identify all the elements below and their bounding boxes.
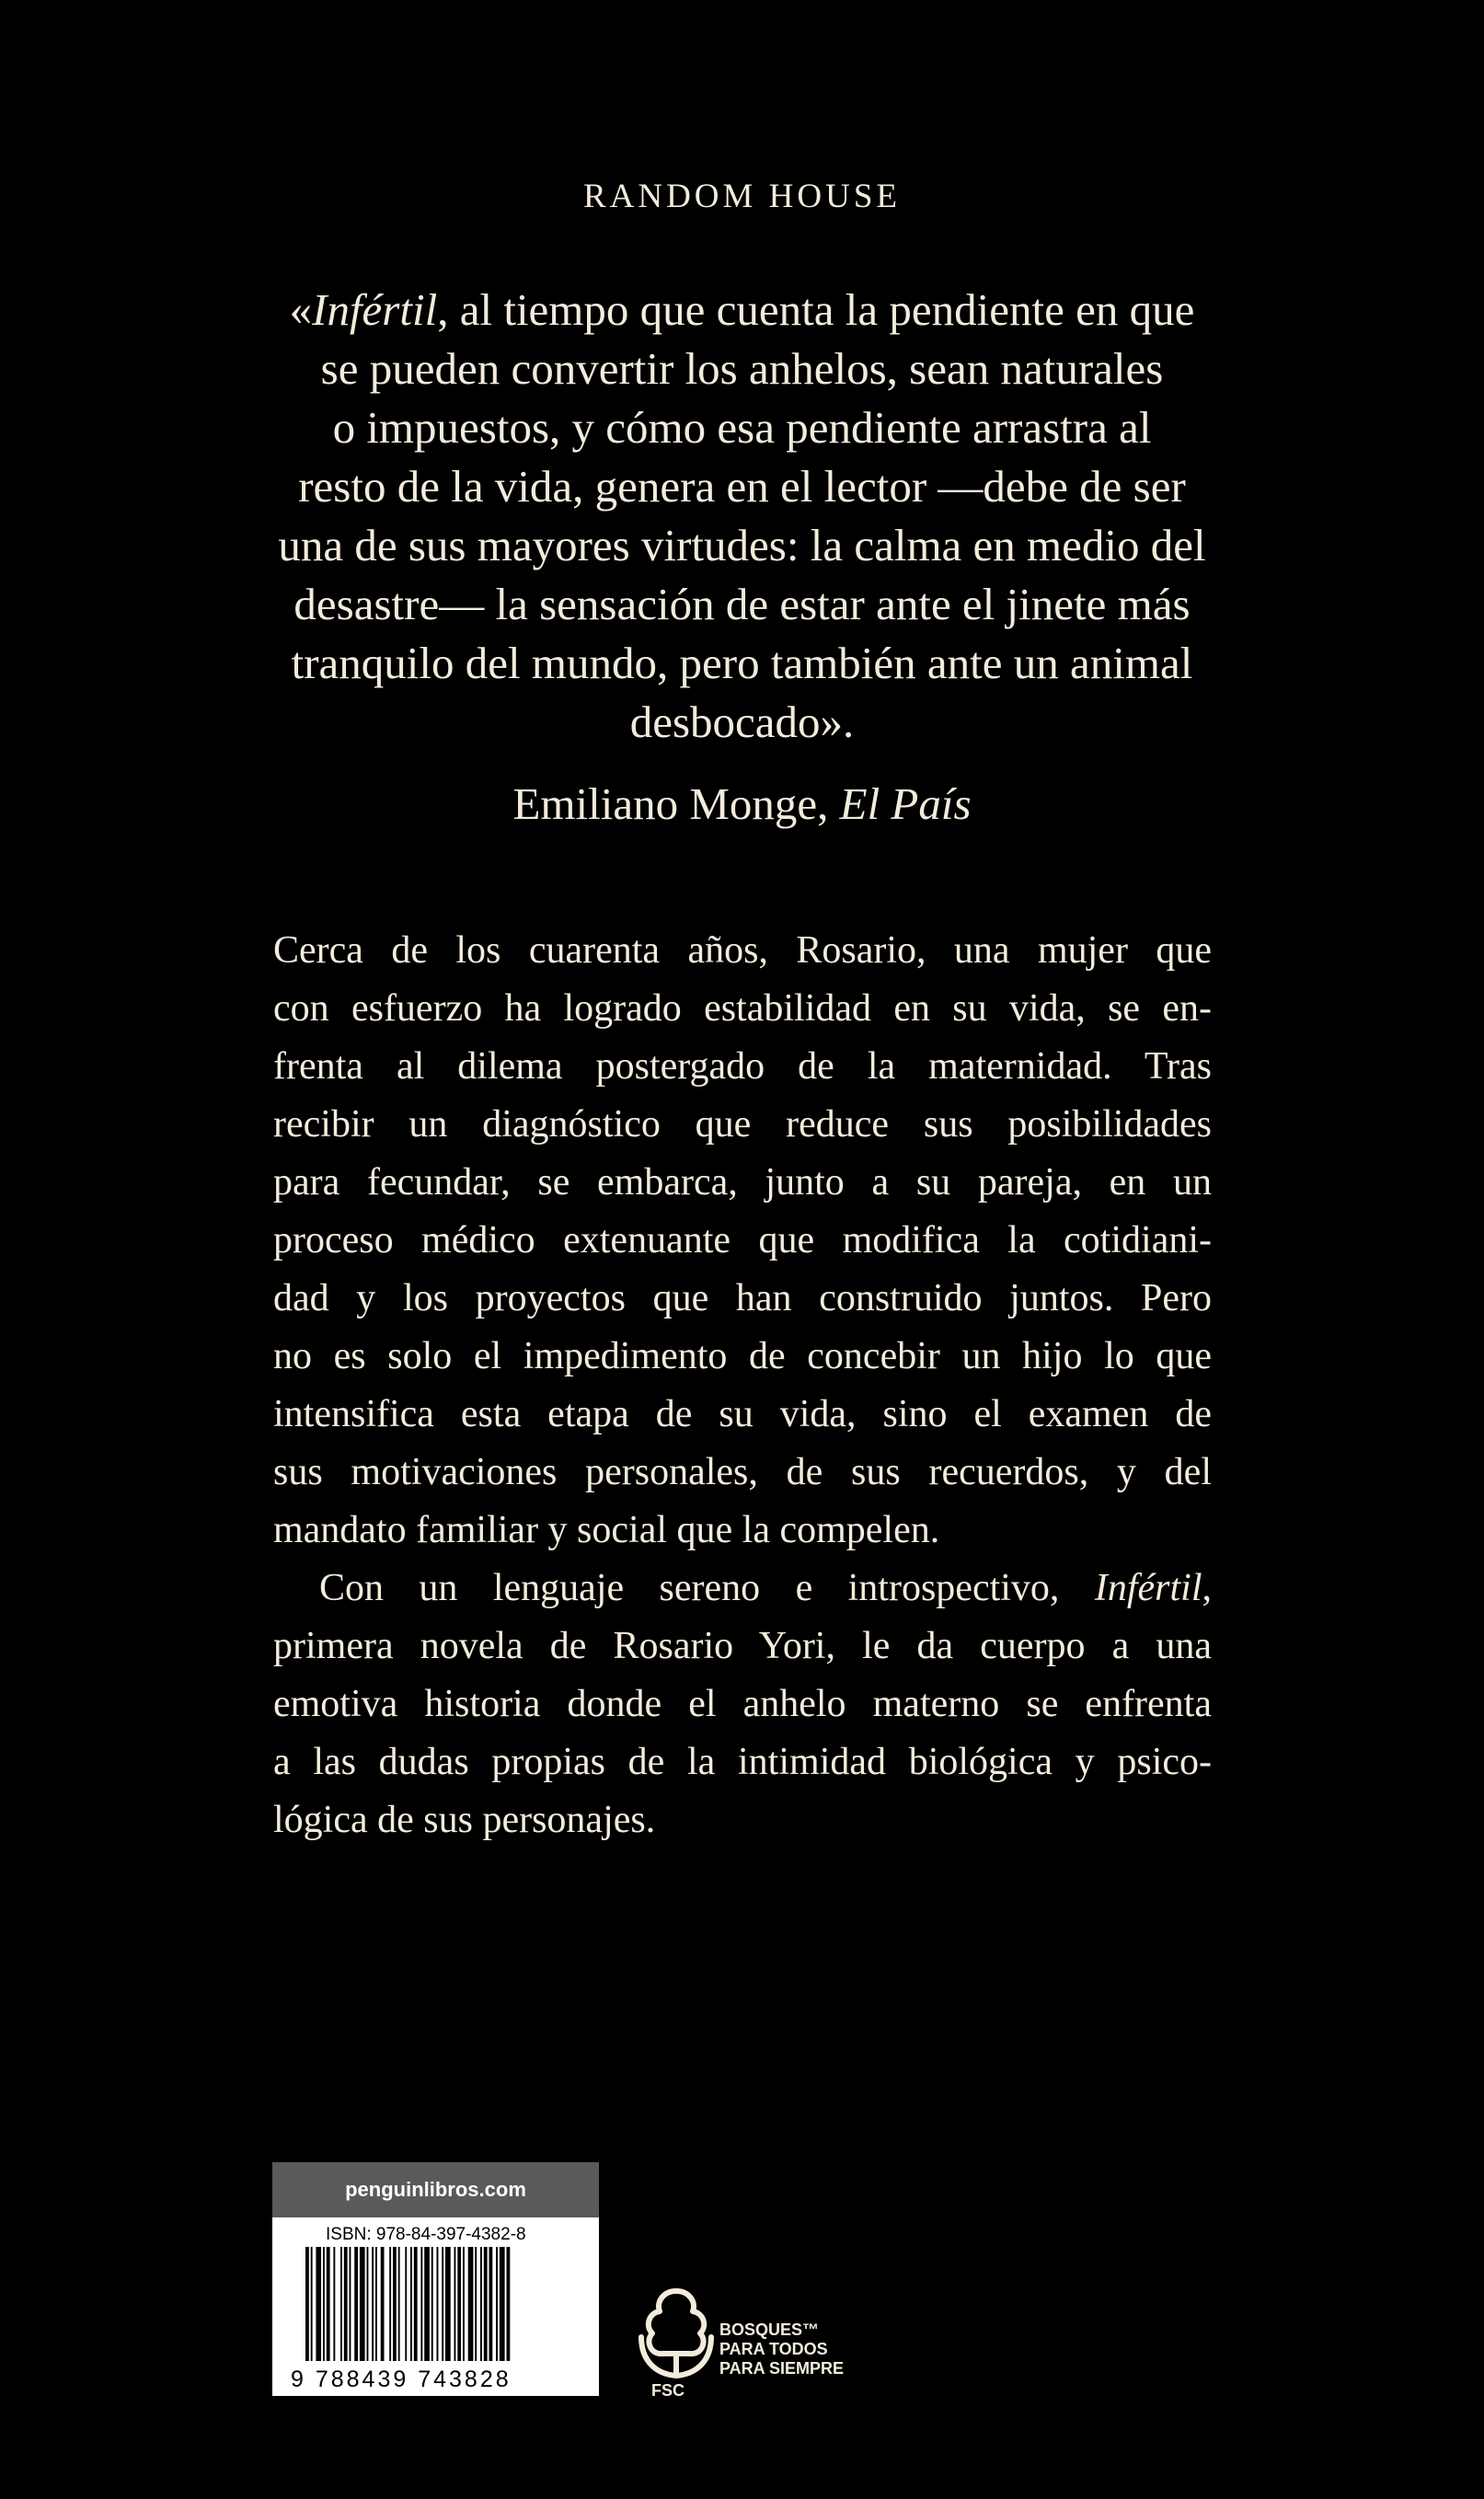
quote-line [202,634,1282,693]
isbn-label: ISBN: 978-84-397-4382-8 [326,2225,526,2244]
synopsis-line: para fecundar, se embarca, junto a su pareja, en un [273,1161,1212,1203]
synopsis-line: dad y los proyectos que han construido juntos. Pero [273,1277,1212,1319]
quote-line [202,457,1282,516]
quote-line [202,398,1282,457]
quote-line [202,516,1282,575]
synopsis-line: sus motivaciones personales, de sus recuerdos, y del [273,1451,1212,1493]
quote-text: una de sus mayores virtudes: la calma en medio del [278,520,1206,570]
quote-text: o impuestos, y cómo esa pendiente arrastra al [332,402,1152,453]
synopsis-line: frenta al dilema postergado de la maternidad. Tras [273,1045,1212,1088]
quote-title-italic: Infértil [312,284,438,335]
quote-line [202,693,1282,752]
blurb-quote [202,281,1282,752]
synopsis-line: con esfuerzo ha logrado estabilidad en su vida, se en- [273,987,1212,1030]
synopsis-line: mandato familiar y social que la compelen. [273,1509,940,1551]
synopsis-line: Cerca de los cuarenta años, Rosario, una mujer que [273,929,1212,972]
fsc-slogan-line: PARA SIEMPRE [719,2359,845,2378]
website-label: penguinlibros.com [272,2162,599,2217]
quote-text: desbocado». [629,697,855,747]
fsc-slogan-line: PARA TODOS [719,2340,828,2358]
synopsis-line: a las dudas propias de la intimidad biológica y psico- [273,1741,1212,1783]
quote-text: resto de la vida, genera en el lector —debe de ser [298,461,1186,512]
quote-attribution [0,777,1484,830]
publisher-name: RANDOM HOUSE [582,178,902,215]
synopsis-line: recibir un diagnóstico que reduce sus posibilidades [273,1103,1212,1146]
quote-text: « [289,284,313,335]
synopsis-line: emotiva historia donde el anhelo materno se enfrenta [273,1683,1212,1725]
barcode-block [272,2162,599,2396]
synopsis-title-italic: Infértil [1094,1567,1202,1609]
synopsis-line [273,1560,1212,1618]
synopsis-line: primera novela de Rosario Yori, le da cuerpo a una [273,1625,1212,1667]
quote-line [202,281,1282,340]
synopsis-line: no es solo el impedimento de concebir un hijo lo que [273,1335,1212,1377]
synopsis-line: intensifica esta etapa de su vida, sino el examen de [273,1393,1212,1435]
quote-text: desastre— la sensación de estar ante el jinete más [293,579,1191,629]
quote-text: se pueden convertir los anhelos, sean naturales [320,343,1164,394]
fsc-tree-icon [638,2282,715,2392]
quote-text: tranquilo del mundo, pero también ante un animal [291,638,1193,688]
synopsis-text: Con un lenguaje sereno e introspectivo, [319,1567,1095,1609]
fsc-slogan [719,2320,844,2378]
fsc-slogan-line: BOSQUES™ [719,2320,820,2339]
quote-line [202,575,1282,634]
quote-line [202,340,1282,398]
attribution-author: Emiliano Monge, [512,778,829,829]
quote-text: , al tiempo que cuenta la pendiente en que [437,284,1195,335]
synopsis-line: lógica de sus personajes. [273,1799,656,1841]
fsc-label: FSC [651,2381,684,2400]
synopsis-line: proceso médico extenuante que modifica la cotidiani- [273,1219,1212,1261]
barcode-digits: 9 788439 743828 [291,2367,512,2392]
synopsis-text: , [1202,1567,1212,1609]
attribution-source: El País [839,778,972,829]
barcode-icon [300,2247,576,2370]
synopsis [273,922,1212,1849]
